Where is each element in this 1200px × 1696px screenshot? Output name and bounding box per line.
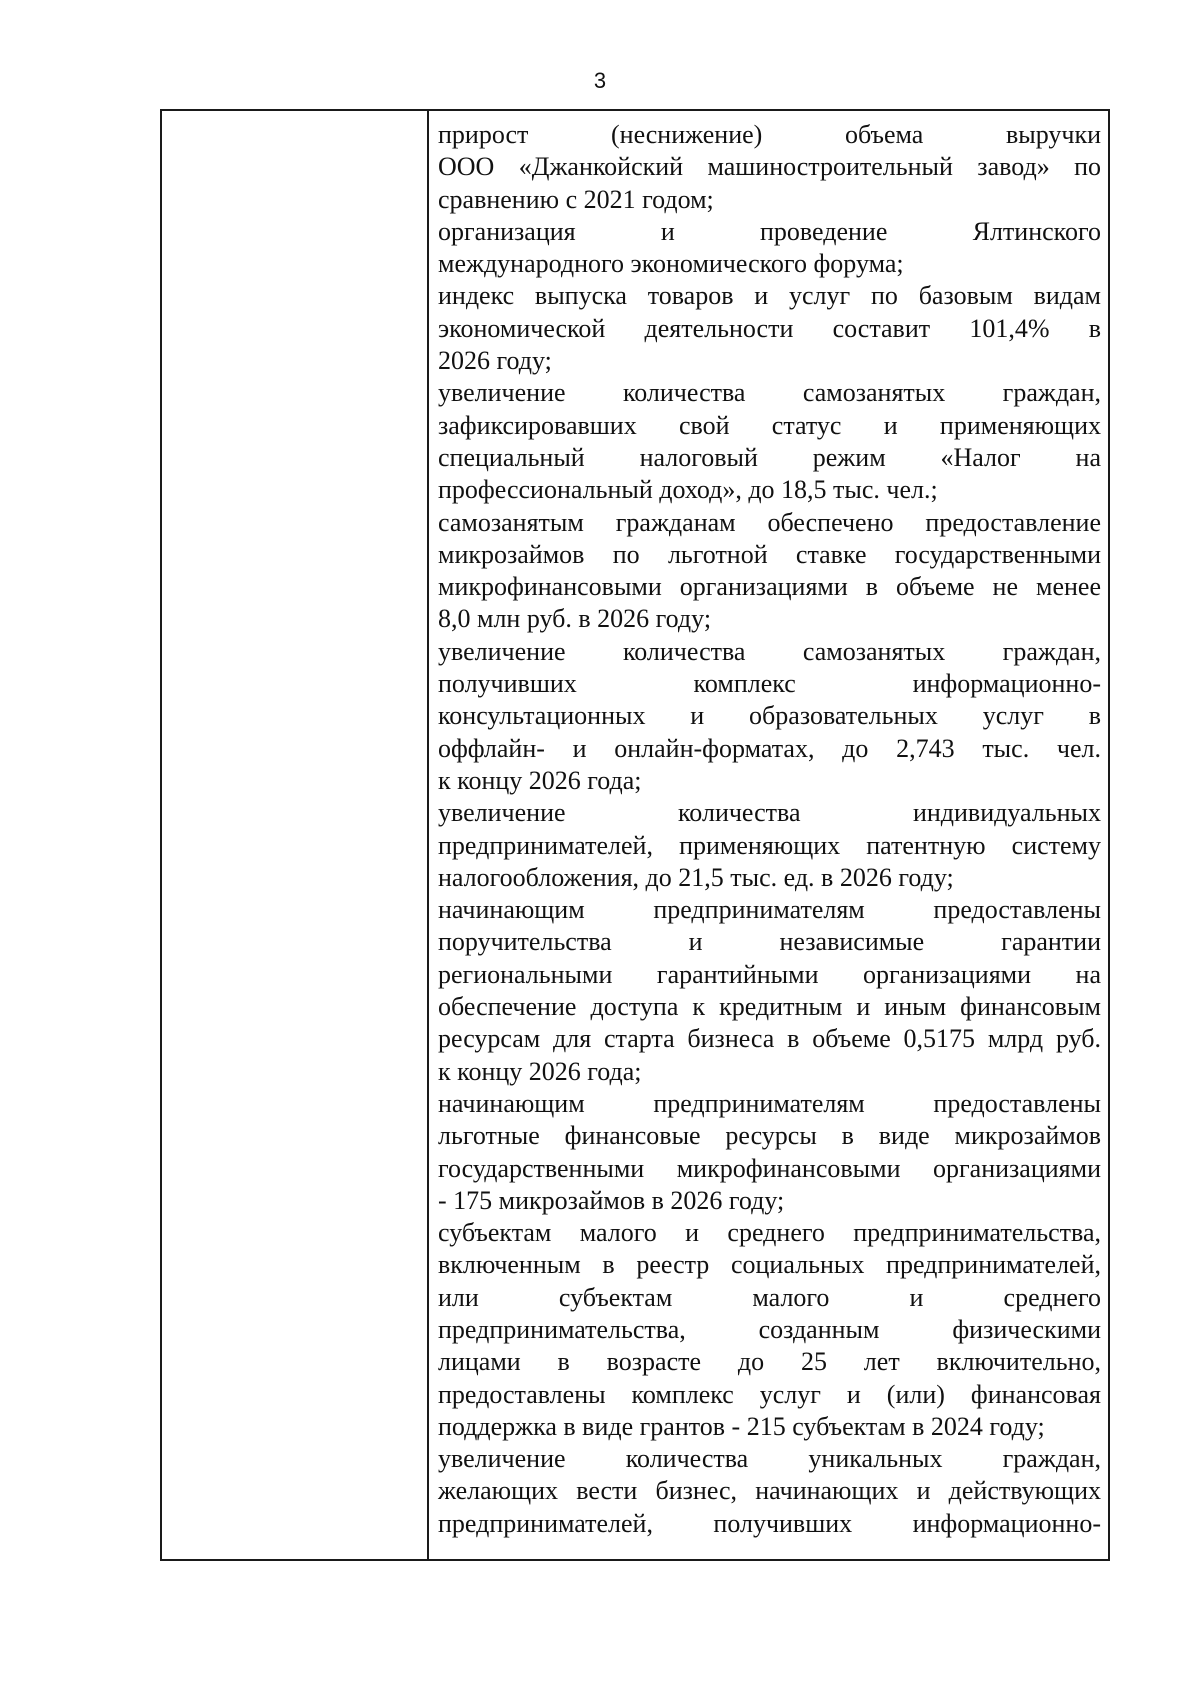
text-line: микрофинансовыми организациями в объеме не менее [438, 572, 1101, 602]
table-right-cell [429, 111, 1108, 1559]
page-number: 3 [593, 68, 607, 93]
text-line: увеличение количества уникальных граждан, [438, 1444, 1101, 1474]
text-line: начинающим предпринимателям предоставлены [438, 1088, 1101, 1118]
text-line: экономической деятельности составит 101,4% в [438, 313, 1101, 343]
text-line: или субъектам малого и среднего [438, 1282, 1101, 1312]
text-line: поддержка в виде грантов - 215 субъектам в 2024 году; [438, 1411, 1045, 1441]
text-line: предпринимателей, применяющих патентную систему [438, 830, 1101, 860]
text-line: субъектам малого и среднего предпринимательства, [438, 1218, 1101, 1248]
text-line: ресурсам для старта бизнеса в объеме 0,5175 млрд руб. [438, 1024, 1101, 1054]
text-line: ООО «Джанкойский машиностроительный завод» по [438, 152, 1101, 182]
text-line: к концу 2026 года; [438, 1056, 642, 1086]
text-line: организация и проведение Ялтинского [438, 216, 1101, 246]
text-line: начинающим предпринимателям предоставлены [438, 895, 1101, 925]
text-line: лицами в возрасте до 25 лет включительно, [438, 1347, 1101, 1377]
text-line: зафиксировавших свой статус и применяющих [438, 410, 1101, 440]
text-line: предпринимательства, созданным физическими [438, 1314, 1101, 1344]
text-line: региональными гарантийными организациями на [438, 959, 1101, 989]
text-line: получивших комплекс информационно- [438, 669, 1101, 699]
text-line: прирост (неснижение) объема выручки [438, 120, 1101, 149]
text-line: предоставлены комплекс услуг и (или) финансовая [438, 1379, 1101, 1409]
text-line: микрозаймов по льготной ставке государственными [438, 539, 1101, 569]
text-line: увеличение количества самозанятых граждан, [438, 378, 1101, 408]
text-line: самозанятым гражданам обеспечено предоставление [438, 507, 1101, 537]
text-line: международного экономического форума; [438, 249, 904, 279]
document-table [160, 109, 1110, 1561]
text-line: 8,0 млн руб. в 2026 году; [438, 604, 712, 634]
text-line: 2026 году; [438, 346, 552, 376]
text-line: профессиональный доход», до 18,5 тыс. чел.; [438, 475, 938, 505]
text-line: специальный налоговый режим «Налог на [438, 442, 1101, 472]
text-line: - 175 микрозаймов в 2026 году; [438, 1185, 785, 1215]
table-left-cell [162, 111, 429, 1559]
text-line: предпринимателей, получивших информационно- [438, 1508, 1101, 1538]
text-line: обеспечение доступа к кредитным и иным финансовым [438, 992, 1101, 1022]
text-line: льготные финансовые ресурсы в виде микрозаймов [438, 1121, 1101, 1151]
text-line: консультационных и образовательных услуг в [438, 701, 1101, 731]
text-line: государственными микрофинансовыми организациями [438, 1153, 1101, 1183]
text-line: включенным в реестр социальных предпринимателей, [438, 1250, 1101, 1280]
text-line: к концу 2026 года; [438, 765, 642, 795]
text-line: увеличение количества индивидуальных [438, 798, 1101, 828]
text-line: сравнению с 2021 годом; [438, 184, 714, 214]
text-line: индекс выпуска товаров и услуг по базовым видам [438, 281, 1101, 311]
text-line: поручительства и независимые гарантии [438, 927, 1101, 957]
text-line: оффлайн- и онлайн-форматах, до 2,743 тыс. чел. [438, 733, 1101, 763]
text-line: налогообложения, до 21,5 тыс. ед. в 2026 году; [438, 862, 954, 892]
text-line: увеличение количества самозанятых граждан, [438, 636, 1101, 666]
text-line: желающих вести бизнес, начинающих и действующих [438, 1476, 1101, 1506]
